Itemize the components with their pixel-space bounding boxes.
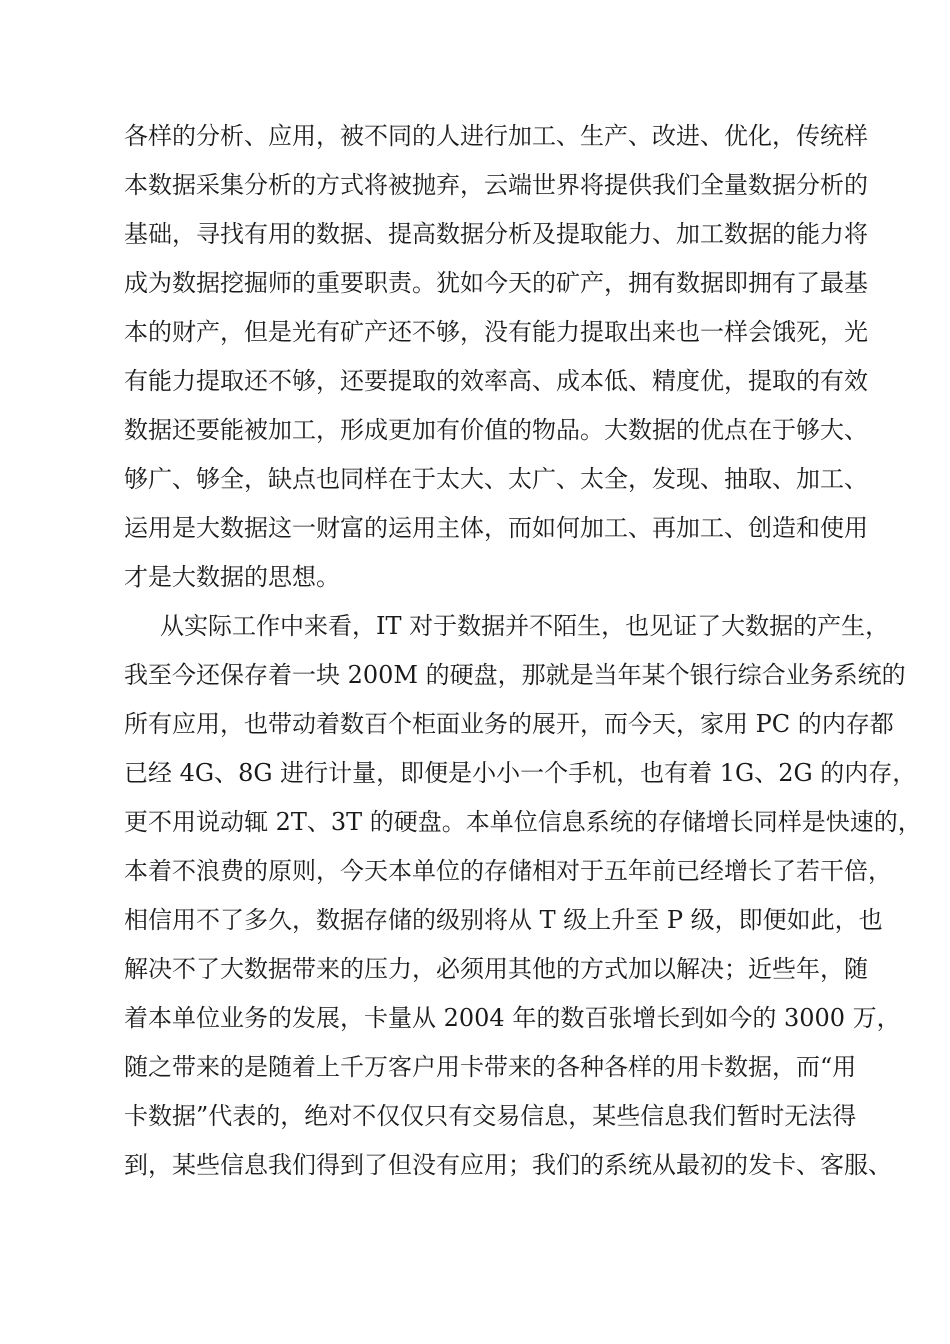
paragraph-1-line-6: 有能力提取还不够，还要提取的效率高、成本低、精度优，提取的有效 bbox=[124, 367, 868, 395]
paragraph-2-line-8: 解决不了大数据带来的压力，必须用其他的方式加以解决；近些年，随 bbox=[124, 955, 868, 983]
paragraph-1-line-2: 本数据采集分析的方式将被抛弃，云端世界将提供我们全量数据分析的 bbox=[124, 171, 868, 199]
body-text bbox=[124, 112, 922, 1190]
paragraph-2-line-12: 到，某些信息我们得到了但没有应用；我们的系统从最初的发卡、客服、 bbox=[124, 1151, 892, 1179]
paragraph-2-line-1: 从实际工作中来看，IT 对于数据并不陌生，也见证了大数据的产生， bbox=[160, 612, 890, 640]
paragraph-1-line-1: 各样的分析、应用，被不同的人进行加工、生产、改进、优化，传统样 bbox=[124, 122, 868, 150]
paragraph-2-line-6: 本着不浪费的原则，今天本单位的存储相对于五年前已经增长了若干倍， bbox=[124, 857, 892, 885]
paragraph-1-line-9: 运用是大数据这一财富的运用主体，而如何加工、再加工、创造和使用 bbox=[124, 514, 868, 542]
paragraph-1-line-10: 才是大数据的思想。 bbox=[124, 563, 340, 591]
paragraph-1-line-3: 基础，寻找有用的数据、提高数据分析及提取能力、加工数据的能力将 bbox=[124, 220, 868, 248]
paragraph-2-line-2: 我至今还保存着一块 200M 的硬盘，那就是当年某个银行综合业务系统的 bbox=[124, 661, 906, 689]
paragraph-1-line-8: 够广、够全，缺点也同样在于太大、太广、太全，发现、抽取、加工、 bbox=[124, 465, 868, 493]
paragraph-1-line-4: 成为数据挖掘师的重要职责。犹如今天的矿产，拥有数据即拥有了最基 bbox=[124, 269, 868, 297]
paragraph-2-line-10: 随之带来的是随着上千万客户用卡带来的各种各样的用卡数据，而“用 bbox=[124, 1053, 857, 1081]
paragraph-2-line-9: 着本单位业务的发展，卡量从 2004 年的数百张增长到如今的 3000 万， bbox=[124, 1004, 901, 1032]
paragraph-1-line-7: 数据还要能被加工，形成更加有价值的物品。大数据的优点在于够大、 bbox=[124, 416, 868, 444]
paragraph-2-line-4: 已经 4G、8G 进行计量，即便是小小一个手机，也有着 1G、2G 的内存， bbox=[124, 759, 917, 787]
paragraph-2-line-11: 卡数据”代表的，绝对不仅仅只有交易信息，某些信息我们暂时无法得 bbox=[124, 1102, 857, 1130]
paragraph-2-line-7: 相信用不了多久，数据存储的级别将从 T 级上升至 P 级，即便如此，也 bbox=[124, 906, 883, 934]
paragraph-2-line-5: 更不用说动辄 2T、3T 的硬盘。本单位信息系统的存储增长同样是快速的， bbox=[124, 808, 922, 836]
paragraph-1-line-5: 本的财产，但是光有矿产还不够，没有能力提取出来也一样会饿死，光 bbox=[124, 318, 868, 346]
paragraph-2-line-3: 所有应用，也带动着数百个柜面业务的展开，而今天，家用 PC 的内存都 bbox=[124, 710, 894, 738]
